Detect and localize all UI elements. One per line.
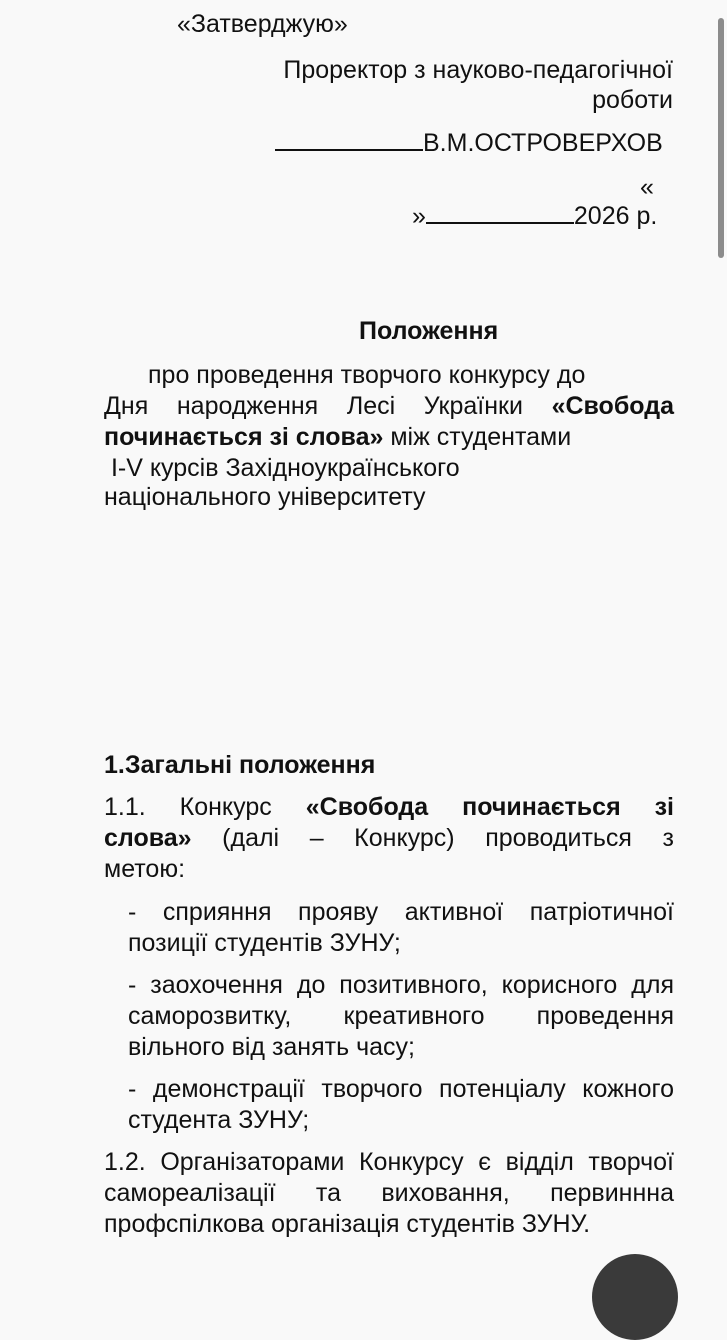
date-open-quote: « (640, 173, 654, 201)
subtitle-line4: I-V курсів Західноукраїнського (104, 454, 460, 482)
bullet-item: - демонстрації творчого потенціалу кожного студента ЗУНУ; (128, 1075, 674, 1134)
document-title: Положення (359, 317, 499, 345)
paragraph-1-2: 1.2. Організаторами Конкурсу є відділ творчої самореалізації та виховання, первиннна профспілкова організація студентів ЗУНУ. (104, 1148, 674, 1238)
contest-name-bold-2: слова» (104, 824, 192, 852)
subtitle-plain-part: Дня народження Лесі Українки (104, 392, 552, 420)
floating-action-button[interactable] (592, 1254, 678, 1340)
paragraph-1-1-rest: (далі – Конкурс) проводиться з (191, 824, 674, 852)
contest-name-bold-1: «Свобода починається зі (305, 793, 674, 821)
paragraph-1-1-line2 (104, 823, 674, 854)
paragraph-1-1-line1 (104, 792, 674, 823)
subtitle-line1: про проведення творчого конкурсу до (148, 361, 586, 389)
contest-name-part2: починається зі слова» (104, 423, 384, 451)
paragraph-1-1-line3: метою: (104, 855, 186, 883)
signature-line (275, 127, 663, 159)
paragraph-1-1-prefix: 1.1. Конкурс (104, 793, 306, 821)
signature-name: В.М.ОСТРОВЕРХОВ (423, 129, 663, 157)
date-close-quote: » (412, 202, 426, 230)
subtitle-between-students: між студентами (383, 423, 572, 451)
signature-blank (275, 127, 423, 151)
bullet-item: - сприяння прояву активної патріотичної позиції студентів ЗУНУ; (128, 898, 674, 957)
section-heading: 1.Загальні положення (104, 751, 376, 779)
date-year: 2026 р. (573, 202, 658, 230)
date-line (412, 200, 657, 232)
contest-name-part1: «Свобода (551, 392, 674, 420)
date-blank (426, 200, 574, 224)
approval-stamp: «Затверджую» (177, 10, 348, 38)
bullet-item: - заохочення до позитивного, корисного для саморозвитку, креативного проведення вільного від занять часу; (128, 971, 674, 1061)
subtitle-line3 (104, 422, 571, 453)
subtitle-line2 (104, 391, 674, 422)
approver-position-line2: роботи (592, 86, 673, 114)
subtitle-line5: національного університету (104, 483, 426, 511)
approver-position-line1: Проректор з науково-педагогічної (283, 56, 673, 84)
scrollbar-thumb[interactable] (718, 18, 724, 258)
